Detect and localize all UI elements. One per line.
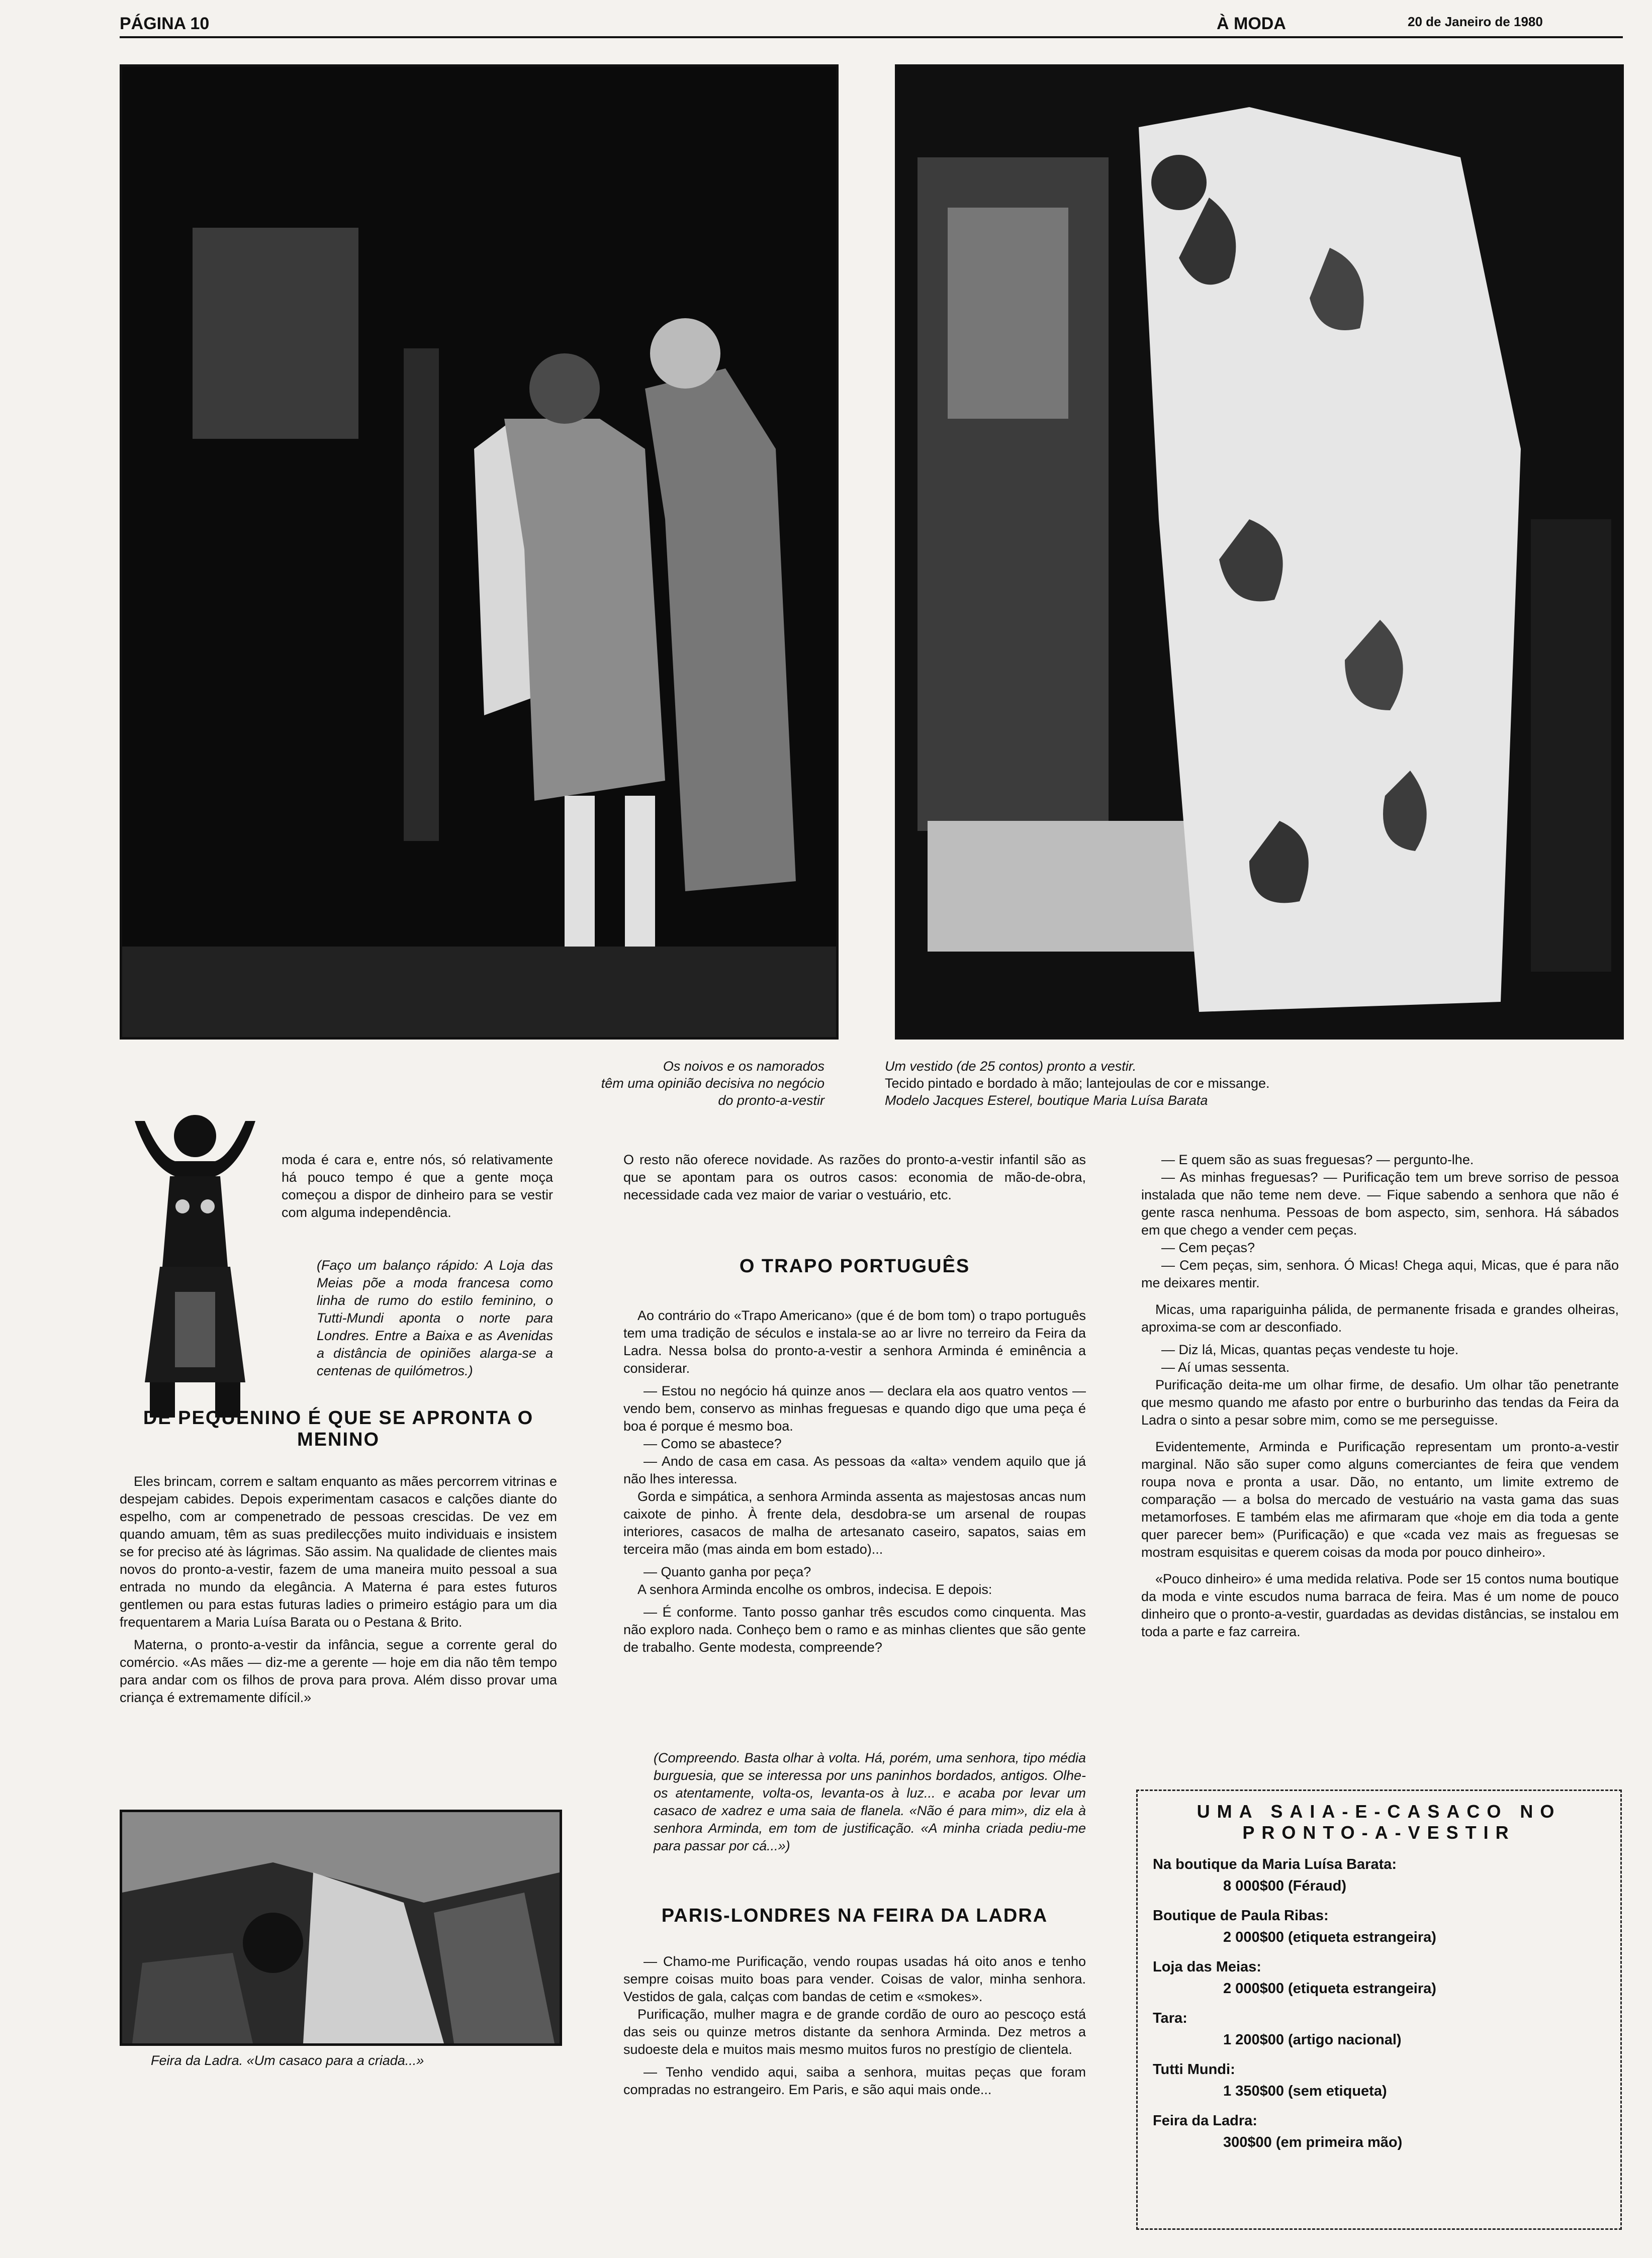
col2-dialogue-5: — É conforme. Tanto posso ganhar três escudos como cinquenta. Mas não exploro nada. Conheço bem o ramo e as minhas clientes que são gente de trabalho. Gente modesta, compreende? [623, 1605, 1086, 1655]
price-shop-4: Tara: [1153, 2010, 1187, 2026]
price-box-title: UMA SAIA-E-CASACO NO PRONTO-A-VESTIR [1197, 1801, 1562, 1843]
price-value-3: 2 000$00 (etiqueta estrangeira) [1223, 1981, 1436, 1997]
price-shop-6: Feira da Ladra: [1153, 2113, 1257, 2129]
col1-paragraph-1: Eles brincam, correm e saltam enquanto as mães percorrem vitrinas e despejam cabides. Depois experimentam casacos e calções diante do espelho, com ar compenetrado de pessoas crescidas. De vez em quando amuam, têm as suas predilecções muito individuais e insistem se for preciso até às lágrimas. São assim. Na qualidade de clientes mais novos do pronto-a-vestir, fazem de uma maneira muito pessoal a sua entrada no mundo da elegância. A Materna é para estes futuros gentlemen ou para estas futuras ladies o primeiro estágio para um dia frequentarem a Maria Luísa Barata ou o Pestana & Brito. [120, 1474, 557, 1630]
photo-couple-shopping [120, 64, 839, 1040]
caption-top-left: Os noivos e os namorados têm uma opinião decisiva no negócio do pronto-a-vestir [601, 1059, 824, 1108]
photo-painted-dress [895, 64, 1624, 1040]
col3-dialogue-3: — Cem peças? [1161, 1240, 1255, 1255]
col2-dialogue-4: — Quanto ganha por peça? [644, 1564, 811, 1579]
col2-aside: (Compreendo. Basta olhar à volta. Há, porém, uma senhora, tipo média burguesia, que se interessa por uns paninhos bordados, antigos. Olhe-os atentamente, volta-os, levanta-os à luz... e acaba por levar um casaco de xadrez e uma saia de flanela. «Não é para mim», diz ela à senhora Arminda, em tom de justificação. «A minha criada pediu-me para passar por cá...») [654, 1750, 1086, 1853]
price-box [1136, 1790, 1622, 2230]
fashion-figure-illustration [120, 1101, 270, 1423]
price-shop-3: Loja das Meias: [1153, 1959, 1261, 1975]
col1-intro: moda é cara e, entre nós, só relativamente há pouco tempo é que a gente moça começou a dispor de dinheiro para se vestir com alguma independência. [282, 1152, 553, 1220]
col1-paragraph-2: Materna, o pronto-a-vestir da infância, segue a corrente geral do comércio. «As mães — diz-me a gerente — hoje em dia não têm tempo para andar com os filhos de prova para prova. Além disso provar uma criança é extremamente difícil.» [120, 1637, 557, 1705]
col3-paragraph-1: Micas, uma rapariguinha pálida, de permanente frisada e grandes olheiras, aproxima-se com ar desconfiado. [1141, 1302, 1619, 1335]
photo-feira-da-ladra [120, 1810, 562, 2046]
price-value-5: 1 350$00 (sem etiqueta) [1223, 2083, 1387, 2099]
page-number: PÁGINA 10 [120, 14, 210, 33]
header-rule [120, 36, 1623, 38]
col2-intro: O resto não oferece novidade. As razões do pronto-a-vestir infantil são as que se apontam para os outros casos: economia de mão-de-obra, necessidade cada vez maior de variar o vestuário, etc. [623, 1152, 1086, 1202]
col2-dialogue-6: — Chamo-me Purificação, vendo roupas usadas há oito anos e tenho sempre coisas muito boas para vender. Coisas de valor, minha senhora. Vestidos de gala, calças com bandas de cetim e «smokes». [623, 1954, 1086, 2004]
col3-paragraph-2: Purificação deita-me um olhar firme, de desafio. Um olhar tão penetrante que mesmo quando me afasto por entre o burburinho das tendas da Feira da Ladra o sinto a pesar sobre mim, como se me perseguisse. [1141, 1377, 1619, 1428]
col2-dialogue-3: — Ando de casa em casa. As pessoas da «alta» vendem aquilo que já não lhes interessa. [623, 1454, 1086, 1486]
col3-paragraph-4: «Pouco dinheiro» é uma medida relativa. Pode ser 15 contos numa boutique da moda e vinte escudos numa barraca de feira. Mas é um nome de pouco dinheiro que o pronto-a-vestir, guardadas as devidas distâncias, se instalou em toda a parte e faz carreira. [1141, 1571, 1619, 1639]
price-value-4: 1 200$00 (artigo nacional) [1223, 2032, 1402, 2048]
col2-paragraph-1: Ao contrário do «Trapo Americano» (que é de bom tom) o trapo português tem uma tradição de séculos e instala-se ao ar livre no terreiro da Feira da Ladra. Nessa bolsa do pronto-a-vestir a senhora Arminda é eminência a considerar. [623, 1308, 1086, 1376]
heading-trapo-portugues: O TRAPO PORTUGUÊS [739, 1256, 970, 1277]
heading-de-pequenino: DE PEQUENINO É QUE SE APRONTA O MENINO [143, 1407, 534, 1450]
col2-dialogue-1: — Estou no negócio há quinze anos — declara ela aos quatro ventos — vendo bem, conservo as minhas freguesas e quando digo que uma peça é boa é porque é mesmo boa. [623, 1383, 1086, 1434]
col2-body [623, 1307, 1086, 1656]
col3-dialogue-6: — Aí umas sessenta. [1161, 1360, 1290, 1375]
col2-dialogue-7: — Tenho vendido aqui, saiba a senhora, muitas peças que foram compradas no estrangeiro. Em Paris, e são aqui mais onde... [623, 2064, 1086, 2097]
col2-body-2 [623, 1953, 1086, 2099]
caption-top-right: Um vestido (de 25 contos) pronto a vestir. Tecido pintado e bordado à mão; lantejoulas de cor e missange. Modelo Jacques Esterel, boutique Maria Luísa Barata [885, 1059, 1270, 1108]
col2-paragraph-4: Purificação, mulher magra e de grande cordão de ouro ao pescoço está das seis ou quinze metros distante da senhora Arminda. Dez metros a sudoeste dela e muitos mais mesmo muitos furos no prestígio de clientela. [623, 2007, 1086, 2057]
col2-dialogue-2: — Como se abastece? [644, 1436, 782, 1451]
col3-body [1141, 1151, 1619, 1646]
issue-date: 20 de Janeiro de 1980 [1408, 14, 1543, 29]
col2-paragraph-2: Gorda e simpática, a senhora Arminda assenta as majestosas ancas num caixote de pinho. À frente dela, desdobra-se um arsenal de roupas interiores, casacos de malha de artesanato caseiro, sapatos, saias em terceira mão (mas ainda em bom estado)... [623, 1489, 1086, 1557]
col3-dialogue-2: — As minhas freguesas? — Purificação tem um breve sorriso de pessoa instalada que não teme nem deve. — Fique sabendo a senhora que não é gente rasca nenhuma. Pessoas de bom aspecto, sim, senhora. Há sábados em que chego a vender cem peças. [1141, 1170, 1619, 1238]
price-value-1: 8 000$00 (Féraud) [1223, 1878, 1347, 1894]
col3-dialogue-4: — Cem peças, sim, senhora. Ó Micas! Chega aqui, Micas, que é para não me deixares mentir. [1141, 1258, 1619, 1290]
col1-body [120, 1473, 557, 1712]
caption-bottom-left: Feira da Ladra. «Um casaco para a criada...» [151, 2053, 424, 2068]
price-value-2: 2 000$00 (etiqueta estrangeira) [1223, 1929, 1436, 1945]
price-value-6: 300$00 (em primeira mão) [1223, 2134, 1403, 2150]
section-title: À MODA [1217, 14, 1286, 33]
col3-dialogue-5: — Diz lá, Micas, quantas peças vendeste tu hoje. [1161, 1342, 1459, 1357]
col1-aside: (Faço um balanço rápido: A Loja das Meias põe a moda francesa como linha de rumo do estilo feminino, o Tutti-Mundi aponta o norte para Londres. Entre a Baixa e as Avenidas a distância de opiniões alarga-se a centenas de quilómetros.) [317, 1258, 553, 1378]
col2-paragraph-3: A senhora Arminda encolhe os ombros, indecisa. E depois: [637, 1582, 992, 1597]
col3-paragraph-3: Evidentemente, Arminda e Purificação representam um pronto-a-vestir marginal. Não são super como alguns comerciantes de feira que vendem roupa nova e pronta a usar. Dão, no entanto, um limite extremo de comparação — a bolsa do mercado de vestuário na vasta gama das suas metamorfoses. E também elas me afirmaram que «hoje em dia toda a gente quer parecer bem» (Purificação) e que «cada vez mais as freguesas se mostram esquisitas e querem coisas da moda por pouco dinheiro». [1141, 1439, 1619, 1560]
price-shop-1: Na boutique da Maria Luísa Barata: [1153, 1856, 1397, 1872]
price-shop-5: Tutti Mundi: [1153, 2061, 1235, 2078]
price-shop-2: Boutique de Paula Ribas: [1153, 1908, 1329, 1924]
heading-paris-londres: PARIS-LONDRES NA FEIRA DA LADRA [661, 1905, 1048, 1926]
col3-dialogue-1: — E quem são as suas freguesas? — pergunto-lhe. [1161, 1152, 1474, 1167]
